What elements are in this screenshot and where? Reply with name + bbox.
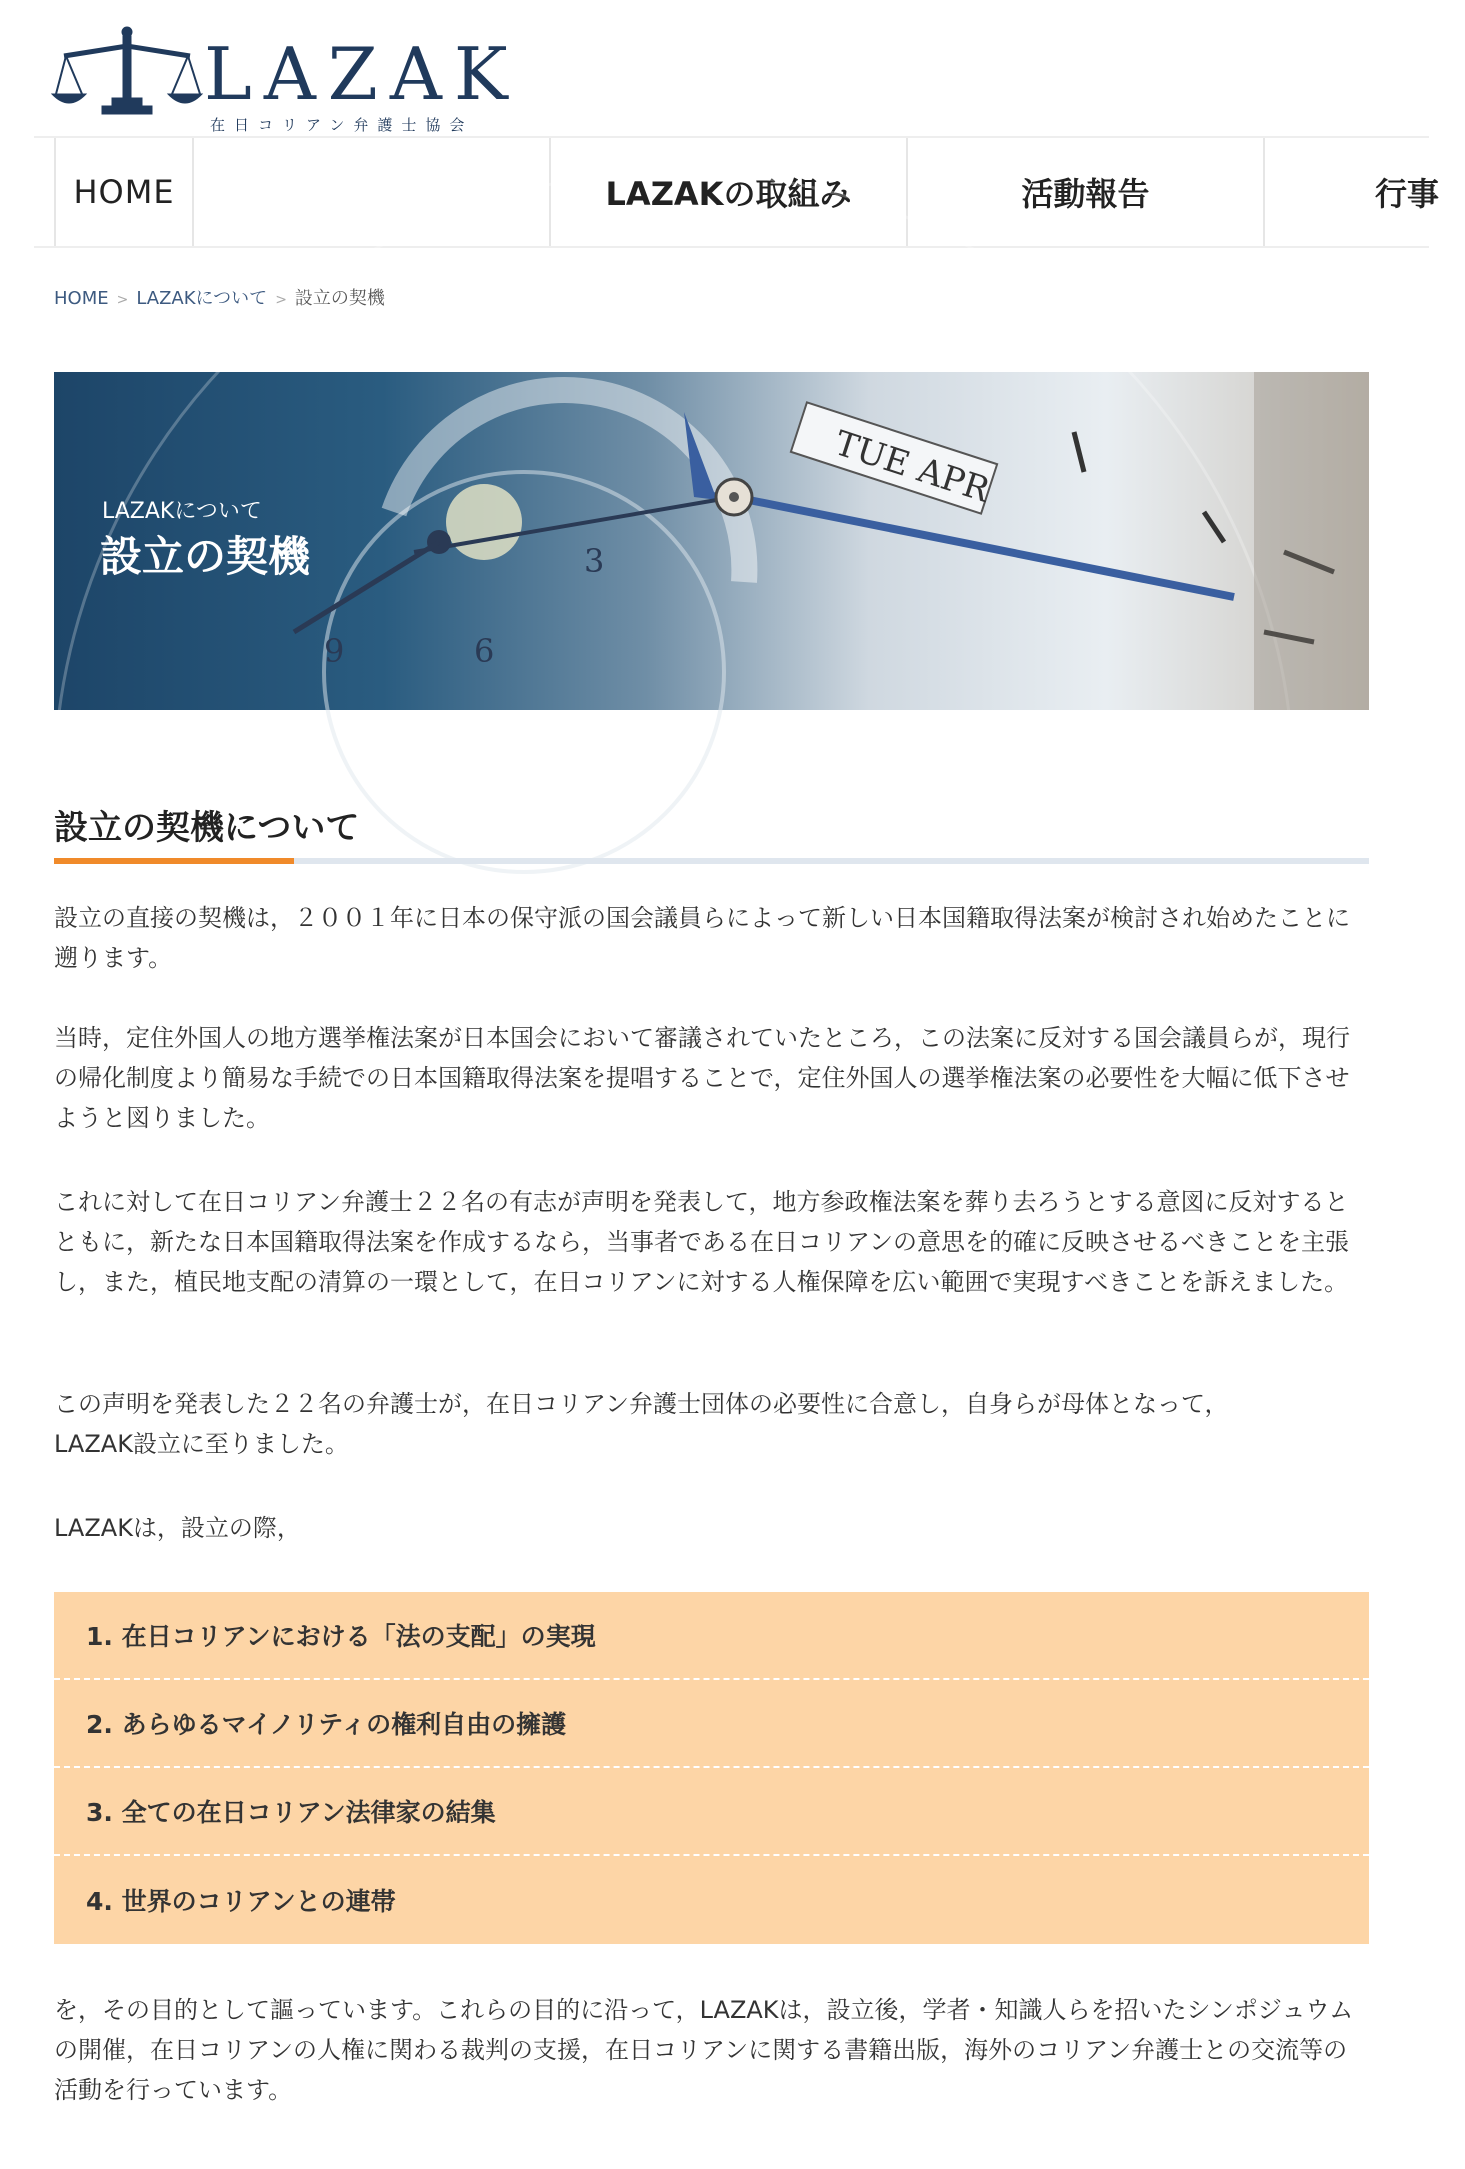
banner-title: 設立の契機 [100,532,311,581]
breadcrumb-parent-link[interactable]: LAZAKについて [136,288,268,309]
svg-text:9: 9 [324,632,345,670]
goal-item-4: 4. 世界のコリアンとの連帯 [86,1887,396,1916]
goal-item-2: 2. あらゆるマイノリティの権利自由の擁護 [54,1680,1369,1768]
closing-paragraph: を，その目的として謳っています。これらの目的に沿って，LAZAKは，設立後，学者・知識人らを招いたシンポジュウムの開催，在日コリアンの人権に関わる裁判の支援，在日コリアンに関する書籍出版，海外のコリアン弁護士との交流等の活動を行っています。 [54,1996,1354,2104]
banner-subtitle: LAZAKについて [102,499,262,524]
paragraph-5: LAZAKは，設立の際， [54,1514,301,1542]
paragraph-3: これに対して在日コリアン弁護士２２名の有志が声明を発表して，地方参政権法案を葬り去ろうとする意図に反対するとともに，新たな日本国籍取得法案を作成するなら，当事者である在日コリアンの意思を的確に反映させるべきことを主張し，また，植民地支配の清算の一環として，在日コリアンに対する人権保障を広い範囲で実現すべきことを訴えました。 [54,1188,1350,1296]
svg-text:3: 3 [584,542,605,580]
site-logo[interactable] [52,26,520,136]
goal-item-3: 3. 全ての在日コリアン法律家の結集 [54,1768,1369,1856]
nav-item-home[interactable]: HOME [54,138,194,246]
section-title: 設立の契機について [54,808,360,848]
nav-item-events[interactable]: 行事 [1375,175,1440,213]
breadcrumb-home-link[interactable]: HOME [54,288,109,309]
main-nav [34,136,1440,248]
svg-text:TUE APR: TUE APR [829,423,995,511]
nav-item-initiatives[interactable]: LAZAKの取組み [551,138,908,246]
goals-list [54,1592,1369,1944]
logo-wordmark: LAZAK [204,32,520,116]
breadcrumb [54,284,385,310]
section-title-underline [54,858,1369,864]
section-title-accent [54,858,294,864]
nav-item-activity-reports[interactable]: 活動報告 [908,138,1265,246]
breadcrumb-separator-icon: > [275,292,287,308]
paragraph-2: 当時，定住外国人の地方選挙権法案が日本国会において審議されていたところ，この法案に反対する国会議員らが，現行の帰化制度より簡易な手続での日本国籍取得法案を提唱することで，定住外国人の選挙権法案の必要性を大幅に低下させようと図りました。 [54,1024,1350,1132]
breadcrumb-separator-icon: > [116,292,129,308]
nav-item-blank [194,138,551,246]
breadcrumb-current: 設立の契機 [294,288,385,309]
scales-of-justice-icon [52,26,202,136]
paragraph-4: この声明を発表した２２名の弁護士が，在日コリアン弁護士団体の必要性に合意し，自身らが母体となって，LAZAK設立に至りました。 [54,1390,1229,1458]
logo-subtitle: 在日コリアン弁護士協会 [210,116,474,134]
svg-text:6: 6 [474,632,495,670]
paragraph-1: 設立の直接の契機は，２００１年に日本の保守派の国会議員らによって新しい日本国籍取得法案が検討され始めたことに遡ります。 [54,904,1350,972]
page-banner [54,372,1369,710]
goal-item-1: 1. 在日コリアンにおける「法の支配」の実現 [54,1592,1369,1680]
